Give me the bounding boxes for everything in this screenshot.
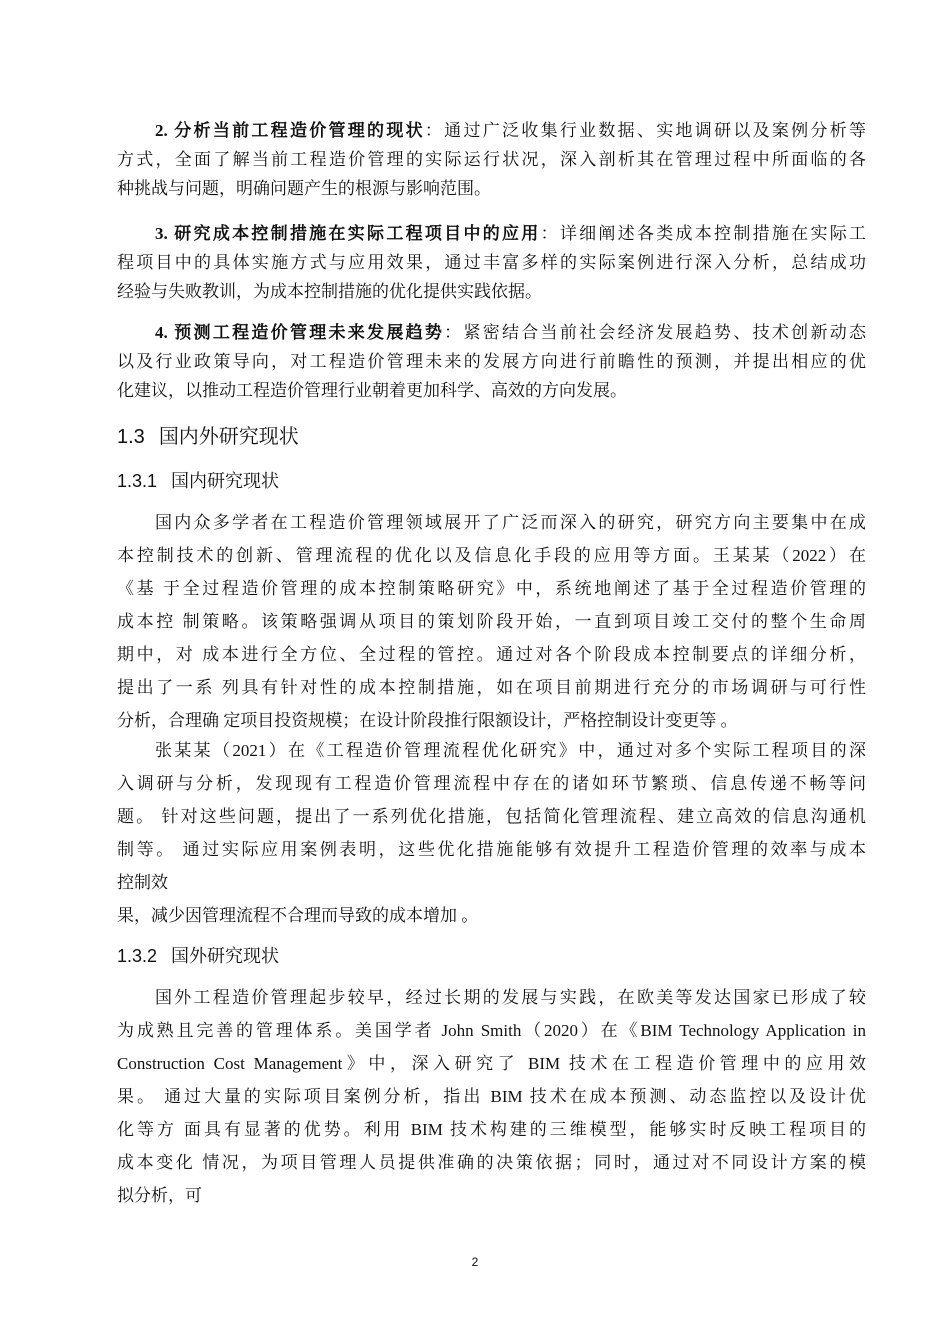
text-line: 为成熟且完善的管理体系。美国学者 John Smith（2020）在《BIM Technology Application in bbox=[117, 1021, 866, 1040]
text-line: 果，减少因管理流程不合理而导致的成本增加 。 bbox=[117, 906, 479, 925]
text-line: 《基 于全过程造价管理的成本控制策略研究》中，系统地阐述了基于全过程造价管理的 bbox=[117, 579, 866, 598]
item-title: 4. 预测工程造价管理未来发展趋势 bbox=[155, 323, 445, 342]
text-line: 期中，对 成本进行全方位、全过程的管控。通过对各个阶段成本控制要点的详细分析， bbox=[117, 645, 866, 664]
item-title: 2. 分析当前工程造价管理的现状 bbox=[155, 121, 425, 140]
text-line: 题。 针对这些问题，提出了一系列优化措施，包括简化管理流程、建立高效的信息沟通机 bbox=[117, 807, 866, 826]
objective-item-4: 4. 预测工程造价管理未来发展趋势：紧密结合当前社会经济发展趋势、技术创新动态 以及行业政策导向，对工程造价管理未来的发展方向进行前瞻性的预测，并提出相应的优 化建议，以推动工程造价管理行业朝着更加科学、高效的方向发展。 bbox=[117, 323, 867, 400]
item-title: 3. 研究成本控制措施在实际工程项目中的应用 bbox=[155, 224, 541, 243]
objective-item-2: 2. 分析当前工程造价管理的现状：通过广泛收集行业数据、实地调研以及案例分析等 方式，全面了解当前工程造价管理的实际运行状况，深入剖析其在管理过程中所面临的各 种挑战与问题，明确问题产生的根源与影响范围。 bbox=[117, 121, 867, 198]
text-line: 成本变化 情况，为项目管理人员提供准确的决策依据；同时，通过对不同设计方案的模 bbox=[117, 1153, 866, 1172]
text-line: 提出了一系 列具有针对性的成本控制措施，如在项目前期进行充分的市场调研与可行性 bbox=[117, 678, 866, 697]
text-line: 制等。 通过实际应用案例表明，这些优化措施能够有效提升工程造价管理的效率与成本 bbox=[117, 840, 866, 859]
page-number: 2 bbox=[471, 1255, 479, 1269]
text-line: 果。 通过大量的实际项目案例分析，指出 BIM 技术在成本预测、动态监控以及设计优 bbox=[117, 1087, 866, 1106]
text-line: 分析，合理确 定项目投资规模；在设计阶段推行限额设计，严格控制设计变更等 。 bbox=[117, 711, 738, 730]
foreign-paragraph-1 bbox=[117, 981, 866, 1212]
section-heading-1-3-2: 1.3.2 国外研究现状 bbox=[117, 946, 280, 966]
domestic-paragraph-2 bbox=[117, 734, 866, 932]
domestic-paragraph-1 bbox=[117, 506, 866, 737]
text-line: 国外工程造价管理起步较早，经过长期的发展与实践，在欧美等发达国家已形成了较 bbox=[155, 988, 866, 1007]
section-heading-1-3-1: 1.3.1 国内研究现状 bbox=[117, 471, 280, 491]
text-line: 成本控 制策略。该策略强调从项目的策划阶段开始，一直到项目竣工交付的整个生命周 bbox=[117, 612, 866, 631]
text-line: 入调研与分析，发现现有工程造价管理流程中存在的诸如环节繁琐、信息传递不畅等问 bbox=[117, 774, 866, 793]
text-line: 本控制技术的创新、管理流程的优化以及信息化手段的应用等方面。王某某（2022）在 bbox=[117, 546, 866, 565]
section-heading-1-3: 1.3 国内外研究现状 bbox=[117, 426, 299, 448]
text-line: 控制效 bbox=[117, 873, 168, 892]
objective-item-3: 3. 研究成本控制措施在实际工程项目中的应用：详细阐述各类成本控制措施在实际工 程项目中的具体实施方式与应用效果，通过丰富多样的实际案例进行深入分析，总结成功 经验与失败教训，为成本控制措施的优化提供实践依据。 bbox=[117, 224, 867, 301]
text-line: 国内众多学者在工程造价管理领域展开了广泛而深入的研究，研究方向主要集中在成 bbox=[155, 513, 866, 532]
text-line: 拟分析，可 bbox=[117, 1186, 202, 1205]
text-line: 张某某（2021）在《工程造价管理流程优化研究》中，通过对多个实际工程项目的深 bbox=[155, 741, 866, 760]
text-line: Construction Cost Management》中，深入研究了 BIM 技术在工程造价管理中的应用效 bbox=[117, 1054, 866, 1073]
text-line: 化等方 面具有显著的优势。利用 BIM 技术构建的三维模型，能够实时反映工程项目的 bbox=[117, 1120, 866, 1139]
